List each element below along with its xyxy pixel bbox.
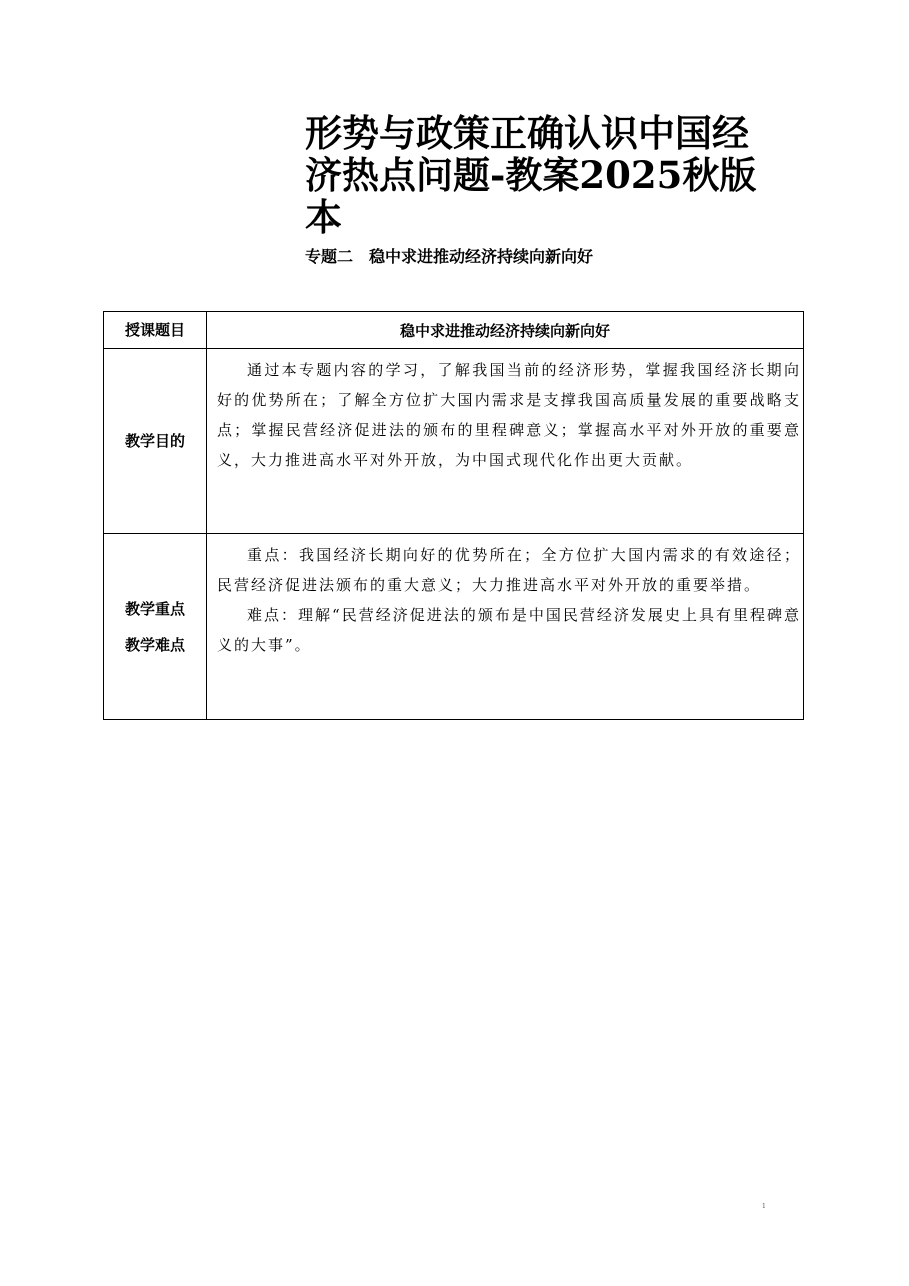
document-title: 形势与政策正确认识中国经济热点问题-教案2025秋版本 (305, 111, 757, 239)
table-row-topic (104, 312, 804, 349)
document-subtitle: 专题二 稳中求进推动经济持续向新向好 (305, 247, 594, 266)
key-points-label (104, 534, 207, 720)
table-row-key-points (104, 534, 804, 720)
key-points-label-primary: 教学重点 (124, 599, 185, 618)
difficulties-paragraph: 难点：理解“民营经济促进法的颁布是中国民营经济发展史上具有里程碑意义的大事”。 (217, 606, 801, 654)
key-points-content (207, 534, 804, 720)
objective-label: 教学目的 (104, 349, 207, 534)
lesson-plan-table (103, 311, 804, 720)
objective-content (207, 349, 804, 534)
objective-paragraph: 通过本专题内容的学习，了解我国当前的经济形势，掌握我国经济长期向好的优势所在；了解全方位扩大国内需求是支撑我国高质量发展的重要战略支点；掌握民营经济促进法的颁布的里程碑意义；掌握高水平对外开放的重要意义，大力推进高水平对外开放，为中国式现代化作出更大贡献。 (217, 361, 801, 469)
page-number: 1 (762, 1203, 766, 1210)
topic-label: 授课题目 (104, 312, 207, 349)
table-row-objective (104, 349, 804, 534)
topic-value: 稳中求进推动经济持续向新向好 (207, 312, 804, 349)
key-points-label-secondary: 教学难点 (124, 635, 185, 654)
key-points-paragraph: 重点：我国经济长期向好的优势所在；全方位扩大国内需求的有效途径；民营经济促进法颁布的重大意义；大力推进高水平对外开放的重要举措。 (217, 546, 801, 594)
